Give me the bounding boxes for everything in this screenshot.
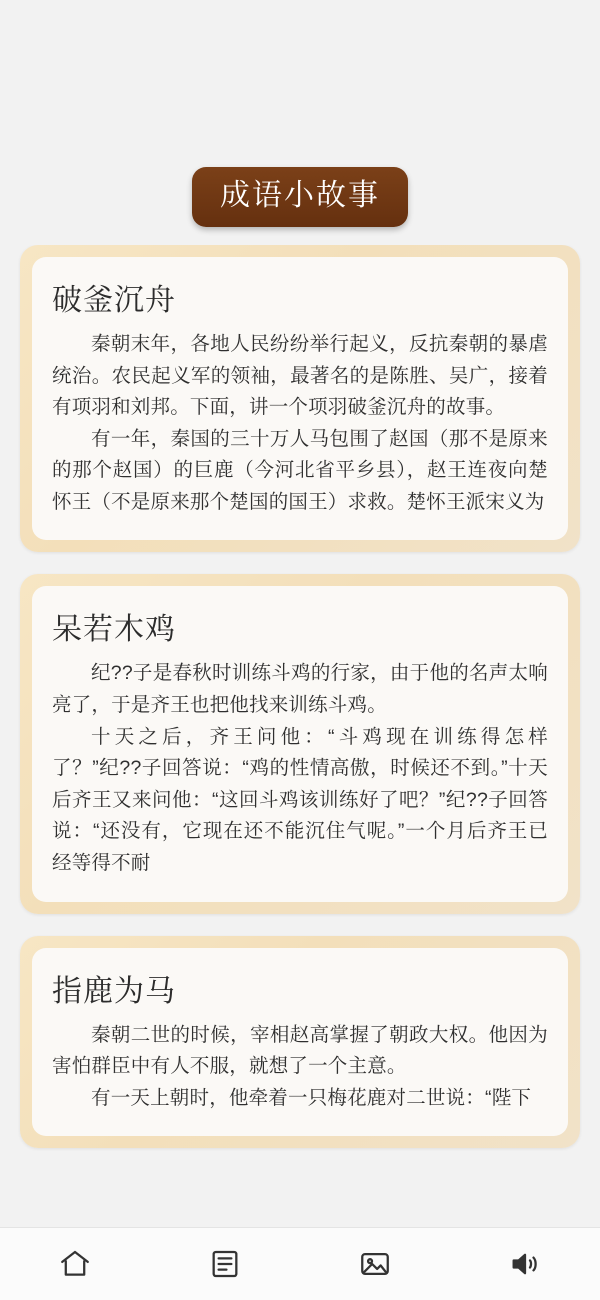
story-body [52,329,548,518]
tab-speaker[interactable] [450,1228,600,1300]
book-icon [208,1247,242,1281]
speaker-icon [508,1247,542,1281]
story-card-inner [32,586,568,901]
story-card-inner [32,948,568,1137]
story-paragraph: 十天之后，齐王问他：“斗鸡现在训练得怎样了？”纪??子回答说：“鸡的性情高傲，时候还不到。”十天后齐王又来问他：“这回斗鸡该训练好了吧？”纪??子回答说：“还没有，它现在还不能沉住气呢。”一个月后齐王已经等得不耐 [52,725,548,874]
story-paragraph: 秦朝末年，各地人民纷纷举行起义，反抗秦朝的暴虐统治。农民起义军的领袖，最著名的是陈胜、吴广，接着有项羽和刘邦。下面，讲一个项羽破釜沉舟的故事。 [52,333,548,419]
page-title: 成语小故事 [192,167,408,227]
story-title: 破釜沉舟 [52,284,176,317]
image-icon [358,1247,392,1281]
tab-image[interactable] [300,1228,450,1300]
story-body [52,1020,548,1115]
tab-book[interactable] [150,1228,300,1300]
story-paragraph: 有一年，秦国的三十万人马包围了赵国（那不是原来的那个赵国）的巨鹿（今河北省平乡县），赵王连夜向楚怀王（不是原来那个楚国的国王）求救。楚怀王派宋义为 [52,427,548,513]
app-header [0,0,600,245]
story-title: 指鹿为马 [52,974,176,1008]
tab-home[interactable] [0,1228,150,1300]
story-card[interactable] [20,574,580,913]
story-card[interactable] [20,245,580,552]
story-paragraph: 秦朝二世的时候，宰相赵高掌握了朝政大权。他因为害怕群臣中有人不服，就想了一个主意。 [52,1023,548,1078]
story-title: 呆若木鸡 [52,613,176,647]
story-card-inner [32,257,568,540]
story-list[interactable] [0,245,600,1227]
home-icon [58,1247,92,1281]
story-body [52,658,548,879]
story-paragraph: 纪??子是春秋时训练斗鸡的行家，由于他的名声太响亮了，于是齐王也把他找来训练斗鸡。 [52,662,548,717]
bottom-tabbar [0,1227,600,1300]
story-paragraph: 有一天上朝时，他牵着一只梅花鹿对二世说：“陛下 [91,1086,532,1109]
story-card[interactable] [20,936,580,1149]
